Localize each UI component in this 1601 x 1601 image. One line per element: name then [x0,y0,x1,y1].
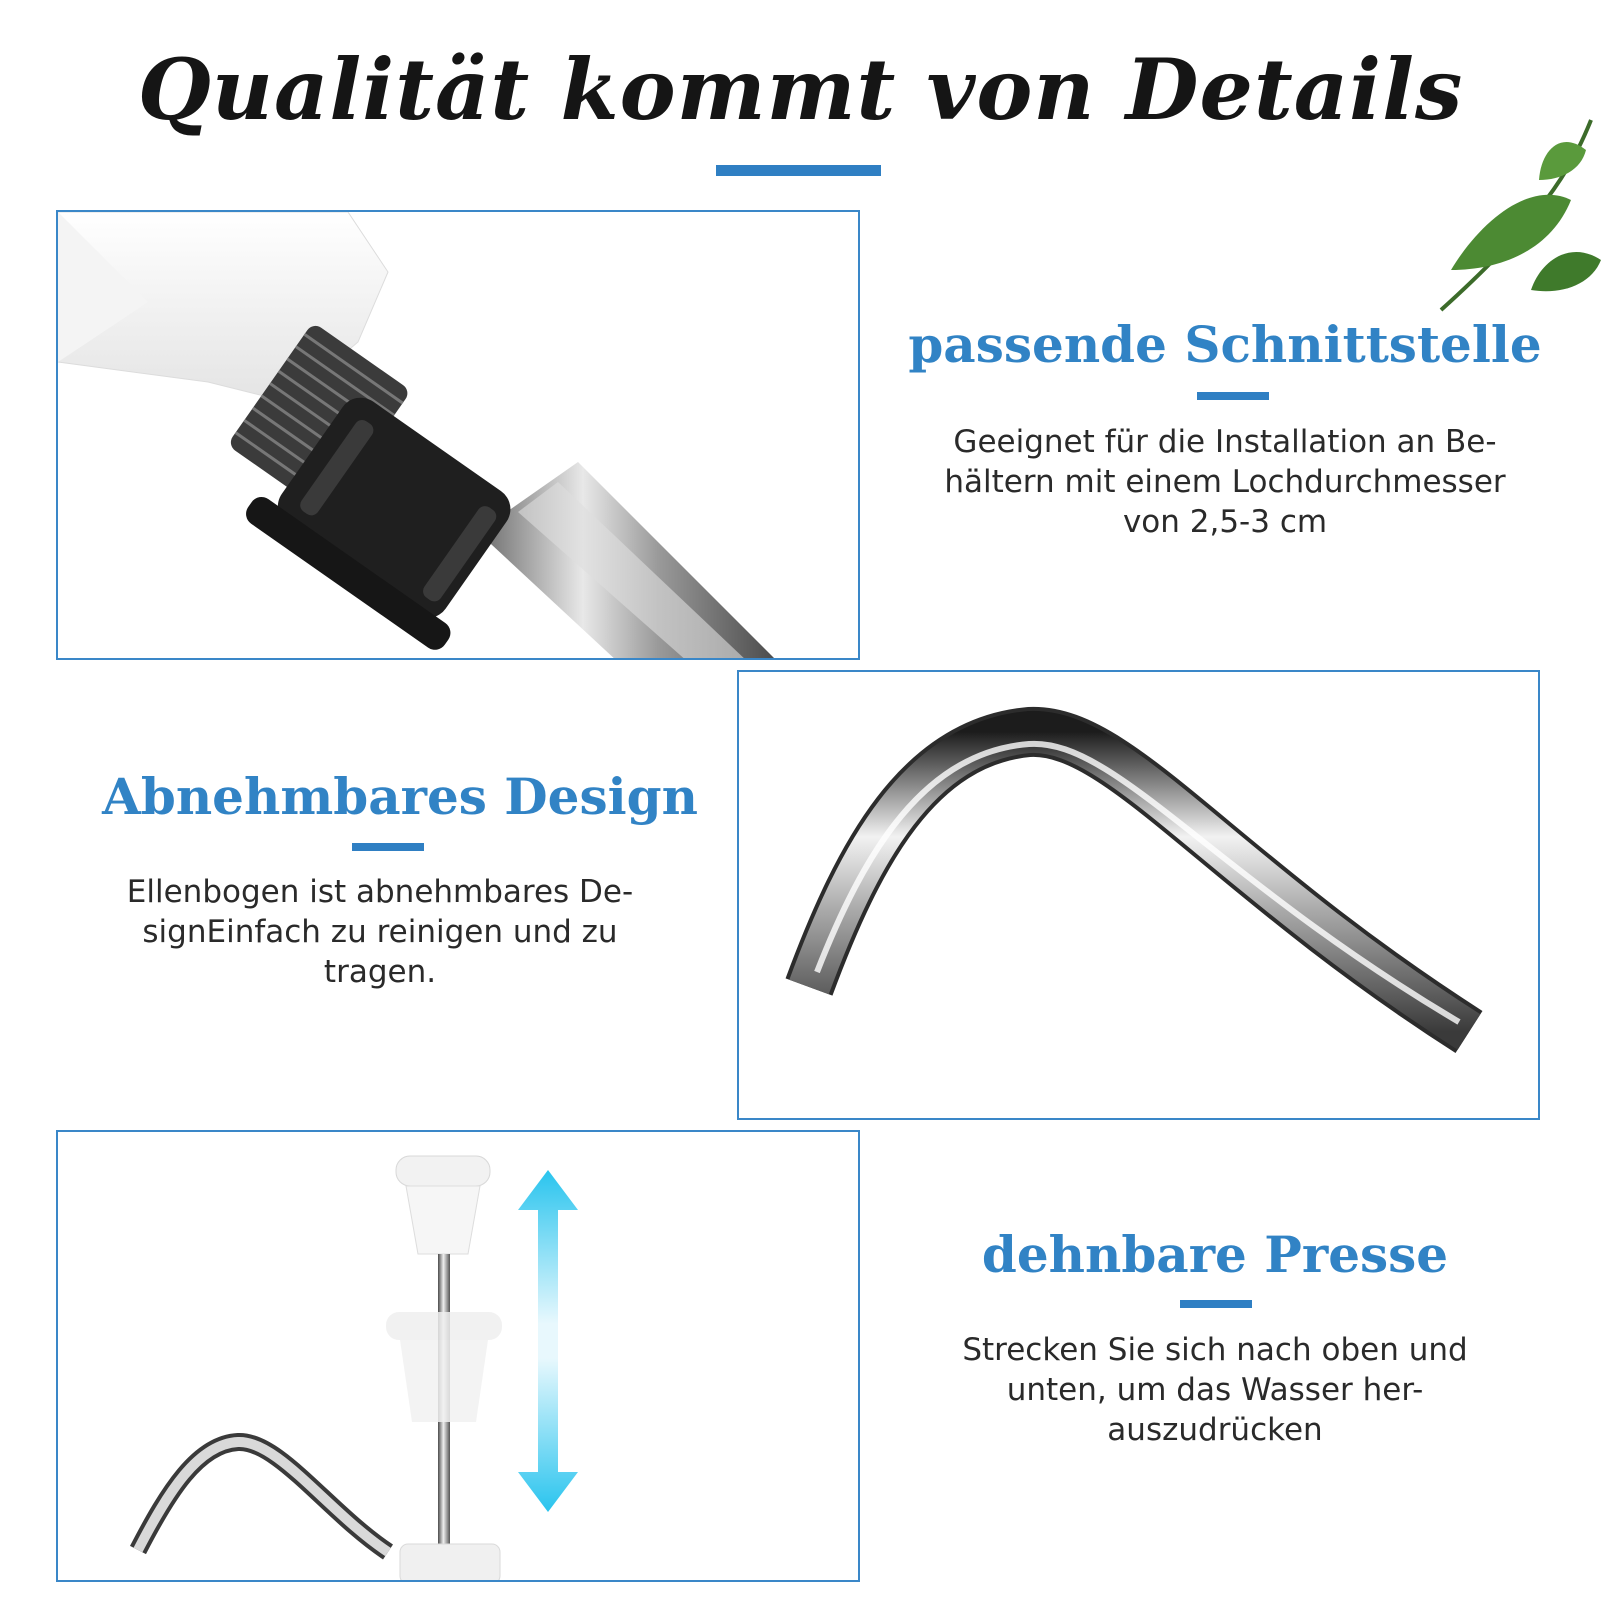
up-down-arrow-icon [518,1170,578,1512]
heading-underline-press [1180,1300,1252,1308]
connector-image-frame [56,210,860,660]
title-underline [716,165,881,176]
section-heading-interface: passende Schnittstelle [908,315,1542,374]
section-description-interface: Geeignet für die Installation an Be- hältern mit einem Lochdurchmesser von 2,5-3 cm [944,424,1506,540]
section-heading-design: Abnehmbares Design [102,767,698,826]
green-leaf-icon [1421,110,1601,320]
section-heading-press: dehnbare Presse [981,1225,1449,1284]
section-description-press: Strecken Sie sich nach oben und unten, um das Wasser her- auszudrücken [962,1332,1468,1448]
extendable-press-photo [58,1132,860,1582]
spout-image-frame [737,670,1540,1120]
page-title: Qualität kommt von Details [137,40,1464,139]
section-description-design: Ellenbogen ist abnehmbares De- signEinfach zu reinigen und zu tragen. [126,874,634,990]
heading-underline-design [352,843,424,851]
curved-steel-spout-photo [739,672,1540,1120]
press-image-frame [56,1130,860,1582]
pump-thread-connector-photo [58,212,860,660]
heading-underline-interface [1197,392,1269,400]
